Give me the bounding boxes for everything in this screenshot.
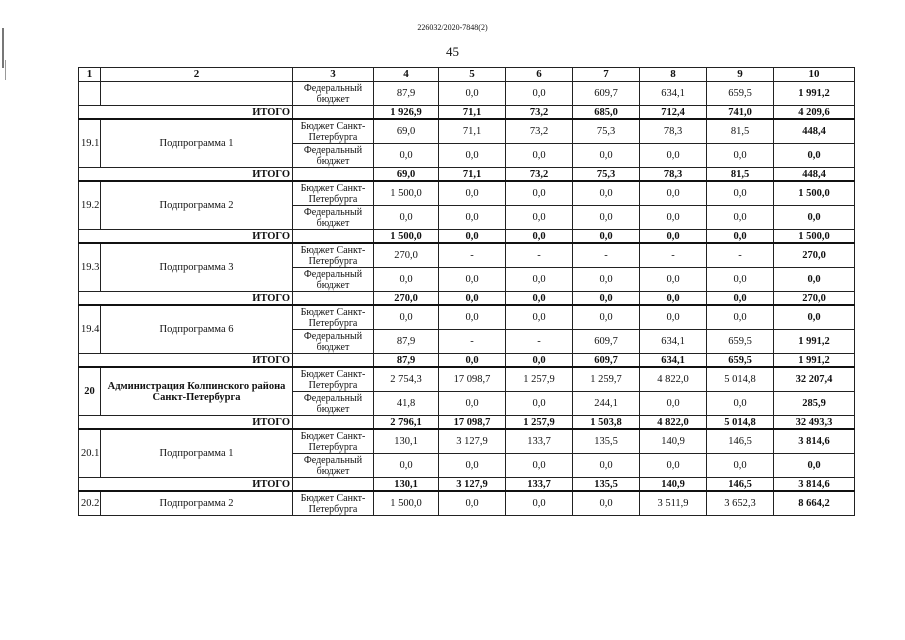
spb-budget-row	[79, 243, 855, 268]
value-cell: -	[640, 243, 707, 268]
value-cell: 3 127,9	[439, 429, 506, 454]
value-cell: 0,0	[506, 181, 573, 206]
total-label: ИТОГО	[79, 416, 293, 430]
value-cell: 133,7	[506, 429, 573, 454]
value-cell: 0,0	[573, 206, 640, 230]
value-cell: 0,0	[439, 268, 506, 292]
value-cell: 0,0	[374, 305, 439, 330]
source-label: Федеральный бюджет	[293, 82, 374, 106]
value-cell: 130,1	[374, 429, 439, 454]
source-label: Федеральный бюджет	[293, 206, 374, 230]
source-label: Бюджет Санкт-Петербурга	[293, 243, 374, 268]
value-cell: 0,0	[439, 305, 506, 330]
total-spacer	[293, 416, 374, 430]
value-cell: 0,0	[707, 268, 774, 292]
value-cell: 73,2	[506, 106, 573, 120]
value-cell: 0,0	[707, 305, 774, 330]
total-row	[79, 168, 855, 182]
value-cell: 1 259,7	[573, 367, 640, 392]
value-cell: 4 209,6	[774, 106, 855, 120]
value-cell: 0,0	[573, 292, 640, 306]
subprogram-name: Подпрограмма 2	[101, 491, 293, 516]
value-cell: 130,1	[374, 478, 439, 492]
value-cell: 1 500,0	[774, 230, 855, 244]
value-cell: 1 500,0	[374, 491, 439, 516]
value-cell: 69,0	[374, 119, 439, 144]
value-cell: 4 822,0	[640, 367, 707, 392]
value-cell: 0,0	[640, 144, 707, 168]
value-cell: 0,0	[506, 206, 573, 230]
value-cell: 0,0	[707, 392, 774, 416]
value-cell: 0,0	[374, 454, 439, 478]
value-cell: 0,0	[573, 230, 640, 244]
total-spacer	[293, 292, 374, 306]
section-number: 20	[79, 367, 101, 416]
column-number: 10	[774, 68, 855, 82]
value-cell: 270,0	[374, 243, 439, 268]
document-id: 226032/2020-7848(2)	[417, 23, 488, 32]
value-cell: 17 098,7	[439, 367, 506, 392]
value-cell: 659,5	[707, 354, 774, 368]
source-label: Федеральный бюджет	[293, 144, 374, 168]
value-cell: -	[506, 243, 573, 268]
value-cell: 1 991,2	[774, 354, 855, 368]
total-row	[79, 478, 855, 492]
total-spacer	[293, 230, 374, 244]
value-cell: 0,0	[573, 144, 640, 168]
spb-budget-row	[79, 119, 855, 144]
source-label: Федеральный бюджет	[293, 392, 374, 416]
value-cell: 32 493,3	[774, 416, 855, 430]
value-cell: 140,9	[640, 478, 707, 492]
section-number: 19.2	[79, 181, 101, 230]
value-cell: 0,0	[374, 206, 439, 230]
subprogram-name: Подпрограмма 6	[101, 305, 293, 354]
value-cell: 1 991,2	[774, 330, 855, 354]
value-cell: 0,0	[439, 144, 506, 168]
value-cell: 3 652,3	[707, 491, 774, 516]
value-cell: 0,0	[506, 305, 573, 330]
value-cell: 741,0	[707, 106, 774, 120]
value-cell: 87,9	[374, 330, 439, 354]
value-cell: 0,0	[774, 454, 855, 478]
value-cell: -	[573, 243, 640, 268]
source-label: Федеральный бюджет	[293, 454, 374, 478]
value-cell: 3 814,6	[774, 429, 855, 454]
value-cell: -	[439, 330, 506, 354]
value-cell: 0,0	[640, 181, 707, 206]
value-cell: -	[439, 243, 506, 268]
value-cell: 270,0	[774, 243, 855, 268]
value-cell: 32 207,4	[774, 367, 855, 392]
value-cell: 3 127,9	[439, 478, 506, 492]
value-cell: 0,0	[506, 82, 573, 106]
section-number: 19.1	[79, 119, 101, 168]
total-row	[79, 416, 855, 430]
value-cell: 0,0	[573, 268, 640, 292]
value-cell: 0,0	[774, 305, 855, 330]
total-row	[79, 292, 855, 306]
value-cell: 0,0	[640, 392, 707, 416]
value-cell: 1 257,9	[506, 367, 573, 392]
value-cell: 0,0	[707, 181, 774, 206]
budget-table-body	[79, 68, 855, 516]
value-cell: 0,0	[640, 305, 707, 330]
value-cell: 0,0	[707, 206, 774, 230]
source-label: Бюджет Санкт-Петербурга	[293, 367, 374, 392]
value-cell: 0,0	[439, 181, 506, 206]
budget-table	[78, 67, 855, 516]
value-cell: 0,0	[506, 268, 573, 292]
page-number: 45	[446, 44, 459, 59]
value-cell: 1 926,9	[374, 106, 439, 120]
spb-budget-row	[79, 491, 855, 516]
value-cell: 0,0	[374, 144, 439, 168]
value-cell: 0,0	[439, 206, 506, 230]
value-cell: 634,1	[640, 330, 707, 354]
value-cell: 0,0	[707, 454, 774, 478]
value-cell: 270,0	[774, 292, 855, 306]
value-cell: 1 500,0	[774, 181, 855, 206]
value-cell: 69,0	[374, 168, 439, 182]
value-cell: 0,0	[439, 230, 506, 244]
column-number: 9	[707, 68, 774, 82]
column-number: 2	[101, 68, 293, 82]
total-spacer	[293, 354, 374, 368]
value-cell: 0,0	[774, 206, 855, 230]
value-cell: 73,2	[506, 119, 573, 144]
scan-edge-mark	[5, 60, 6, 80]
spb-budget-row	[79, 181, 855, 206]
number-cell	[79, 82, 101, 106]
value-cell: 146,5	[707, 429, 774, 454]
value-cell: 448,4	[774, 119, 855, 144]
spb-budget-row	[79, 305, 855, 330]
value-cell: 87,9	[374, 354, 439, 368]
value-cell: 87,9	[374, 82, 439, 106]
value-cell: 0,0	[506, 144, 573, 168]
value-cell: 135,5	[573, 478, 640, 492]
value-cell: 285,9	[774, 392, 855, 416]
value-cell: 1 500,0	[374, 230, 439, 244]
total-spacer	[293, 106, 374, 120]
column-number: 1	[79, 68, 101, 82]
total-spacer	[293, 168, 374, 182]
value-cell: 0,0	[573, 305, 640, 330]
value-cell: 41,8	[374, 392, 439, 416]
value-cell: 0,0	[774, 144, 855, 168]
value-cell: 609,7	[573, 82, 640, 106]
column-number: 6	[506, 68, 573, 82]
subprogram-name: Подпрограмма 2	[101, 181, 293, 230]
value-cell: 0,0	[707, 230, 774, 244]
total-row	[79, 106, 855, 120]
value-cell: 146,5	[707, 478, 774, 492]
value-cell: 81,5	[707, 168, 774, 182]
value-cell: 0,0	[506, 292, 573, 306]
column-number: 4	[374, 68, 439, 82]
value-cell: 73,2	[506, 168, 573, 182]
value-cell: 0,0	[439, 392, 506, 416]
value-cell: 0,0	[506, 392, 573, 416]
value-cell: 3 511,9	[640, 491, 707, 516]
value-cell: 71,1	[439, 119, 506, 144]
value-cell: 71,1	[439, 106, 506, 120]
value-cell: 78,3	[640, 168, 707, 182]
value-cell: 0,0	[640, 292, 707, 306]
value-cell: 609,7	[573, 354, 640, 368]
total-spacer	[293, 478, 374, 492]
value-cell: 17 098,7	[439, 416, 506, 430]
subprogram-name: Подпрограмма 1	[101, 119, 293, 168]
section-number: 19.3	[79, 243, 101, 292]
value-cell: 659,5	[707, 330, 774, 354]
value-cell: 5 014,8	[707, 416, 774, 430]
header-row	[79, 68, 855, 82]
value-cell: 1 500,0	[374, 181, 439, 206]
source-label: Федеральный бюджет	[293, 330, 374, 354]
value-cell: 0,0	[774, 268, 855, 292]
value-cell: 0,0	[573, 491, 640, 516]
total-label: ИТОГО	[79, 478, 293, 492]
value-cell: 244,1	[573, 392, 640, 416]
value-cell: 0,0	[707, 292, 774, 306]
value-cell: 0,0	[506, 230, 573, 244]
value-cell: 0,0	[573, 181, 640, 206]
value-cell: 448,4	[774, 168, 855, 182]
value-cell: 81,5	[707, 119, 774, 144]
value-cell: 0,0	[640, 206, 707, 230]
source-label: Федеральный бюджет	[293, 268, 374, 292]
value-cell: 135,5	[573, 429, 640, 454]
value-cell: 0,0	[439, 491, 506, 516]
value-cell: 0,0	[506, 454, 573, 478]
value-cell: -	[707, 243, 774, 268]
source-label: Бюджет Санкт-Петербурга	[293, 181, 374, 206]
value-cell: 0,0	[374, 268, 439, 292]
total-label: ИТОГО	[79, 292, 293, 306]
subprogram-name: Подпрограмма 1	[101, 429, 293, 478]
value-cell: 3 814,6	[774, 478, 855, 492]
column-number: 3	[293, 68, 374, 82]
total-row	[79, 354, 855, 368]
value-cell: 1 503,8	[573, 416, 640, 430]
value-cell: 634,1	[640, 354, 707, 368]
value-cell: 0,0	[640, 268, 707, 292]
value-cell: 0,0	[640, 454, 707, 478]
value-cell: 0,0	[439, 292, 506, 306]
value-cell: 4 822,0	[640, 416, 707, 430]
value-cell: 609,7	[573, 330, 640, 354]
organization-name: Администрация Колпинского района Санкт-Петербурга	[101, 367, 293, 416]
value-cell: 71,1	[439, 168, 506, 182]
value-cell: 0,0	[506, 491, 573, 516]
total-label: ИТОГО	[79, 168, 293, 182]
total-label: ИТОГО	[79, 230, 293, 244]
total-row	[79, 230, 855, 244]
section-number: 20.2	[79, 491, 101, 516]
source-label: Бюджет Санкт-Петербурга	[293, 429, 374, 454]
column-number: 8	[640, 68, 707, 82]
source-label: Бюджет Санкт-Петербурга	[293, 491, 374, 516]
total-label: ИТОГО	[79, 106, 293, 120]
value-cell: 634,1	[640, 82, 707, 106]
spb-budget-row	[79, 367, 855, 392]
total-label: ИТОГО	[79, 354, 293, 368]
value-cell: 0,0	[439, 354, 506, 368]
value-cell: 0,0	[640, 230, 707, 244]
value-cell: 270,0	[374, 292, 439, 306]
subprogram-name: Подпрограмма 3	[101, 243, 293, 292]
value-cell: 685,0	[573, 106, 640, 120]
value-cell: 140,9	[640, 429, 707, 454]
value-cell: 0,0	[707, 144, 774, 168]
source-label: Бюджет Санкт-Петербурга	[293, 305, 374, 330]
value-cell: 0,0	[573, 454, 640, 478]
value-cell: 1 257,9	[506, 416, 573, 430]
value-cell: 0,0	[439, 454, 506, 478]
spb-budget-row	[79, 429, 855, 454]
value-cell: 78,3	[640, 119, 707, 144]
value-cell: 133,7	[506, 478, 573, 492]
value-cell: 0,0	[439, 82, 506, 106]
value-cell: 0,0	[506, 354, 573, 368]
value-cell: 8 664,2	[774, 491, 855, 516]
value-cell: 712,4	[640, 106, 707, 120]
value-cell: 659,5	[707, 82, 774, 106]
column-number: 7	[573, 68, 640, 82]
federal-budget-row	[79, 82, 855, 106]
column-number: 5	[439, 68, 506, 82]
value-cell: 1 991,2	[774, 82, 855, 106]
section-number: 19.4	[79, 305, 101, 354]
value-cell: 5 014,8	[707, 367, 774, 392]
value-cell: 2 796,1	[374, 416, 439, 430]
section-number: 20.1	[79, 429, 101, 478]
name-cell	[101, 82, 293, 106]
value-cell: 2 754,3	[374, 367, 439, 392]
value-cell: 75,3	[573, 168, 640, 182]
value-cell: 75,3	[573, 119, 640, 144]
value-cell: -	[506, 330, 573, 354]
source-label: Бюджет Санкт-Петербурга	[293, 119, 374, 144]
